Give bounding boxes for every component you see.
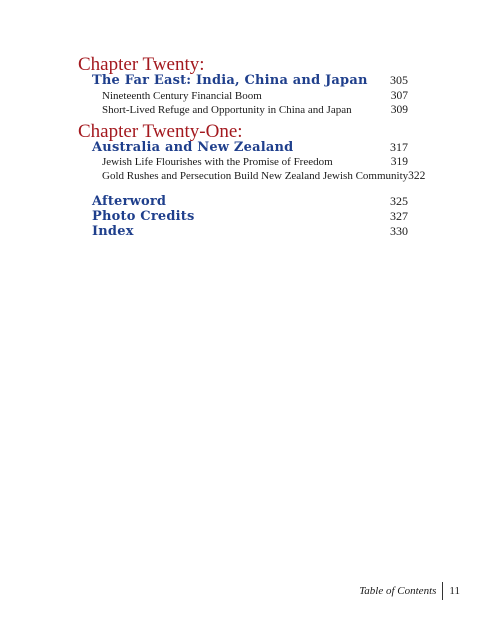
toc-subentry-page: 322	[408, 170, 426, 182]
toc-entry-australia-new-zealand[interactable]	[92, 139, 408, 156]
toc-subentry-title: Jewish Life Flourishes with the Promise of Freedom	[102, 156, 333, 168]
toc-entry-page: 325	[390, 194, 408, 208]
toc-subentry-title: Gold Rushes and Persecution Build New Zealand Jewish Community	[102, 170, 409, 182]
chapter-twenty-heading: Chapter Twenty:	[78, 54, 205, 75]
toc-subentry-gold-rushes[interactable]	[102, 169, 426, 184]
toc-entry-title: The Far East: India, China and Japan	[92, 73, 368, 88]
toc-entry-title: Australia and New Zealand	[92, 140, 294, 155]
page-footer	[340, 583, 460, 599]
toc-subentry-page: 307	[390, 90, 408, 102]
toc-subentry-refuge-china-japan[interactable]	[102, 103, 408, 118]
toc-subentry-jewish-life[interactable]	[102, 155, 408, 170]
footer-title: Table of Contents	[359, 585, 437, 597]
toc-entry-page: 305	[390, 73, 408, 87]
toc-entry-page: 317	[390, 140, 408, 154]
toc-entry-page: 327	[390, 209, 408, 223]
toc-subentry-page: 319	[390, 156, 408, 168]
toc-entry-title: Afterword	[92, 194, 167, 209]
page-number: 11	[449, 585, 460, 597]
toc-entry-page: 330	[390, 224, 408, 238]
toc-entry-index[interactable]	[92, 223, 408, 240]
toc-subentry-financial-boom[interactable]	[102, 89, 408, 104]
chapter-twenty-one-heading: Chapter Twenty-One:	[78, 121, 243, 142]
toc-entry-title: Index	[92, 224, 134, 239]
toc-entry-title: Photo Credits	[92, 209, 195, 224]
toc-subentry-title: Short-Lived Refuge and Opportunity in China and Japan	[102, 104, 352, 116]
toc-subentry-title: Nineteenth Century Financial Boom	[102, 90, 262, 102]
toc-subentry-page: 309	[390, 104, 408, 116]
toc-entry-far-east[interactable]	[92, 72, 408, 89]
